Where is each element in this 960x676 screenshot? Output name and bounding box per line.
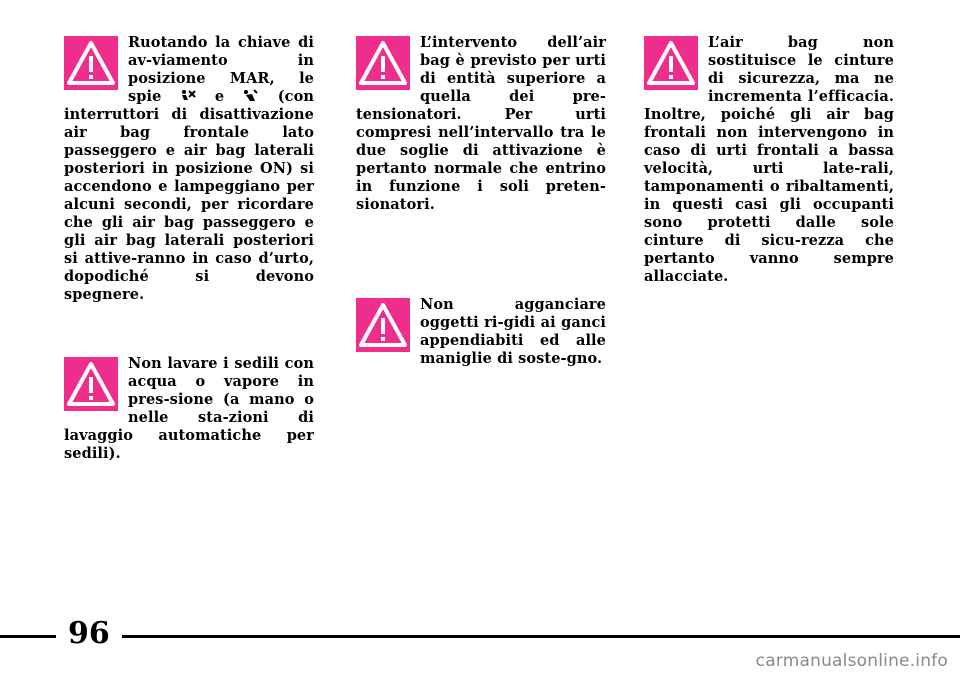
side-airbag-off-icon [243,89,259,103]
note-text: Non agganciare oggetti ri-gidi ai ganci appendiabiti ed alle maniglie di soste-gno. [420,296,606,367]
page-number: 96 [68,616,110,651]
airbag-passenger-off-icon [180,89,196,103]
watermark: carmanualsonline.info [755,651,948,671]
warning-triangle-icon [644,36,698,90]
warning-triangle-icon [356,36,410,90]
note-text: Non lavare i sedili con acqua o vapore in pres-sione (a mano o nelle sta-zioni di lavaggio automatiche per sedili). [64,355,314,462]
note-text: L’air bag non sostituisce le cinture di sicurezza, ma ne incrementa l’efficacia. Inoltre, poiché gli air bag frontali non intervengono in caso di urti frontali a bassa velocità, urti late-rali, tamponamenti o ribaltamenti, in questi casi gli occupanti sono protetti dalle sole cinture di sicu-rezza che pertanto vanno sempre allacciate. [644,34,894,285]
warning-note-seatbelts [644,34,894,286]
warning-note-airbag-pretensioners [356,34,606,214]
note-text: L’intervento dell’air bag è previsto per urti di entità superiore a quella dei pre-tensionatori. Per urti compresi nell’intervallo tra le due soglie di attivazione è pertanto normale che entrino in funzione i soli preten-sionatori. [356,34,606,213]
footer-rule-left [0,635,56,638]
note-text-part-1: Ruotando la chiave di av-viamento in posizione MAR, le spie [128,34,314,105]
warning-triangle-icon [64,36,118,90]
warning-triangle-icon [64,357,118,411]
warning-note-hooks [356,296,606,368]
note-text-part-2: e [196,88,243,105]
note-text-part-3: (con interruttori di disattivazione air bag frontale lato passeggero e air bag laterali posteriori in posizione ON) si accendono e lampeggiano per alcuni secondi, per ricordare che gli air bag passeggero e gli air bag laterali posteriori si attive-ranno in caso d’urto, dopodiché si devono spegnere. [64,88,315,303]
footer-rule-right [122,635,960,638]
warning-triangle-icon [356,298,410,352]
warning-note-seat-washing [64,355,314,463]
warning-note-key-position [64,34,314,304]
